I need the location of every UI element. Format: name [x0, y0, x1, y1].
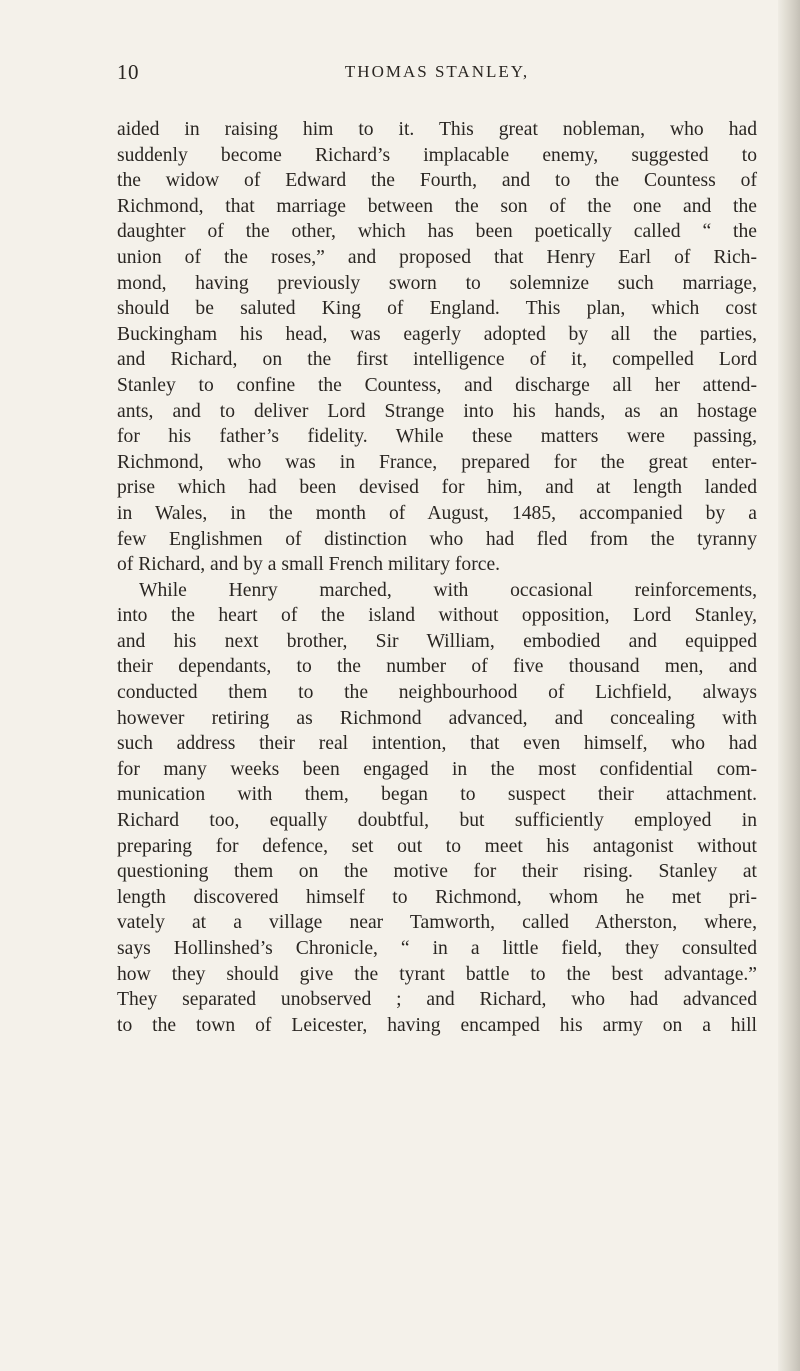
text-line: Richmond, who was in France, prepared for the great enter- — [117, 451, 757, 473]
text-line: their dependants, to the number of five thousand men, and — [117, 656, 757, 678]
text-line: While Henry marched, with occasional reinforcements, — [139, 579, 757, 601]
text-line: They separated unobserved ; and Richard, who had advanced — [117, 989, 757, 1011]
text-line: says Hollinshed’s Chronicle, “ in a little field, they consulted — [117, 938, 757, 959]
text-line: conducted them to the neighbourhood of Lichfield, always — [117, 682, 757, 704]
page-number: 10 — [117, 60, 139, 84]
text-line: Stanley to confine the Countess, and discharge all her attend- — [117, 374, 757, 396]
text-line: aided in raising him to it. This great nobleman, who had — [117, 119, 757, 140]
text-line: into the heart of the island without opposition, Lord Stanley, — [117, 605, 757, 627]
text-line: for his father’s fidelity. While these matters were passing, — [117, 426, 757, 448]
text-line: however retiring as Richmond advanced, and concealing with — [117, 707, 757, 729]
text-line: the widow of Edward the Fourth, and to the Countess of — [117, 170, 757, 192]
text-line: Richard too, equally doubtful, but sufficiently employed in — [117, 810, 757, 832]
text-line: suddenly become Richard’s implacable enemy, suggested to — [117, 144, 757, 166]
text-line: union of the roses,” and proposed that Henry Earl of Rich- — [117, 246, 757, 268]
text-line: in Wales, in the month of August, 1485, accompanied by a — [117, 502, 757, 524]
text-line: and his next brother, Sir William, embodied and equipped — [117, 630, 757, 652]
text-line: should be saluted King of England. This plan, which cost — [117, 298, 757, 320]
text-line: such address their real intention, that even himself, who had — [117, 733, 757, 755]
text-line: questioning them on the motive for their rising. Stanley at — [117, 861, 757, 883]
text-line: daughter of the other, which has been poetically called “ the — [117, 221, 757, 243]
page-edge-shadow — [778, 0, 800, 1371]
text-line: and Richard, on the first intelligence of it, compelled Lord — [117, 349, 757, 371]
text-line: how they should give the tyrant battle to the best advantage.” — [117, 963, 757, 985]
text-line: vately at a village near Tamworth, called Atherston, where, — [117, 912, 757, 934]
text-line: munication with them, began to suspect their attachment. — [117, 784, 757, 806]
text-line: prise which had been devised for him, and at length landed — [117, 477, 757, 499]
text-line: to the town of Leicester, having encamped his army on a hill — [117, 1014, 757, 1036]
text-line: for many weeks been engaged in the most confidential com- — [117, 758, 757, 780]
text-line: ants, and to deliver Lord Strange into his hands, as an hostage — [117, 400, 757, 422]
text-line: Richmond, that marriage between the son of the one and the — [117, 195, 757, 217]
text-line: length discovered himself to Richmond, whom he met pri- — [117, 886, 757, 908]
body-text — [117, 117, 757, 1038]
text-line: mond, having previously sworn to solemnize such marriage, — [117, 272, 757, 294]
page-header — [117, 60, 757, 90]
text-line: of Richard, and by a small French military force. — [117, 554, 501, 576]
running-head: THOMAS STANLEY, — [344, 62, 530, 81]
text-line: preparing for defence, set out to meet his antagonist without — [117, 835, 757, 857]
text-line: Buckingham his head, was eagerly adopted by all the parties, — [117, 323, 757, 345]
text-line: few Englishmen of distinction who had fled from the tyranny — [117, 528, 757, 550]
